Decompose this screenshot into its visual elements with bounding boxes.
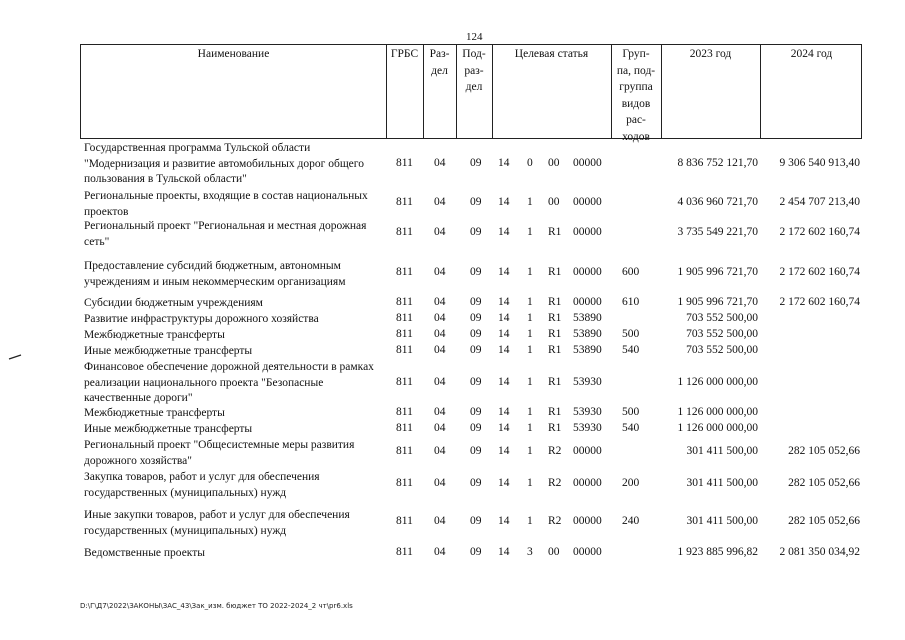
cell-grbs: 811 <box>396 344 413 356</box>
cell-amount-2023: 1 905 996 721,70 <box>677 296 758 308</box>
row-name: Финансовое обеспечение дорожной деятельности в рамках реализации национального проекта "Безопасные качественные дороги" <box>84 361 374 404</box>
cell-grbs: 811 <box>396 376 413 388</box>
row-name: Иные закупки товаров, работ и услуг для обеспечения государственных (муниципальных) нужд <box>84 509 350 537</box>
cell-t1: 14 <box>498 328 510 340</box>
file-path-footer: D:\Г\Д7\2022\ЗАКОНЫ\ЗАС_43\Зак_изм. бюджет ТО 2022-2024_2 чт\pr6.xls <box>80 602 353 610</box>
table-row <box>0 422 905 437</box>
cell-t1: 14 <box>498 157 510 169</box>
cell-t2: 1 <box>527 266 533 278</box>
cell-t3: R2 <box>548 477 562 489</box>
row-name: Ведомственные проекты <box>84 547 205 559</box>
table-row <box>0 189 905 219</box>
cell-t4: 00000 <box>573 226 602 238</box>
cell-t4: 53930 <box>573 406 602 418</box>
header-name: Наименование <box>197 48 270 60</box>
cell-t1: 14 <box>498 406 510 418</box>
row-name: Межбюджетные трансферты <box>84 329 225 341</box>
cell-rz: 04 <box>434 266 446 278</box>
cell-pr: 09 <box>470 312 482 324</box>
cell-t1: 14 <box>498 296 510 308</box>
cell-t4: 00000 <box>573 445 602 457</box>
cell-amount-2023: 703 552 500,00 <box>686 312 758 324</box>
cell-amount-2023: 3 735 549 221,70 <box>677 226 758 238</box>
cell-pr: 09 <box>470 445 482 457</box>
cell-t3: 00 <box>548 546 560 558</box>
page-number: 124 <box>466 31 483 43</box>
cell-t1: 14 <box>498 376 510 388</box>
cell-t3: 00 <box>548 196 560 208</box>
cell-pr: 09 <box>470 344 482 356</box>
cell-t1: 14 <box>498 344 510 356</box>
cell-amount-2024: 2 454 707 213,40 <box>779 196 860 208</box>
cell-grbs: 811 <box>396 546 413 558</box>
cell-grbs: 811 <box>396 445 413 457</box>
cell-pr: 09 <box>470 376 482 388</box>
cell-amount-2024: 2 172 602 160,74 <box>779 296 860 308</box>
cell-t2: 1 <box>527 344 533 356</box>
cell-amount-2024: 282 105 052,66 <box>788 477 860 489</box>
cell-pr: 09 <box>470 266 482 278</box>
cell-t4: 00000 <box>573 196 602 208</box>
cell-t2: 1 <box>527 328 533 340</box>
cell-t2: 1 <box>527 196 533 208</box>
cell-t2: 1 <box>527 515 533 527</box>
row-name: Закупка товаров, работ и услуг для обеспечения государственных (муниципальных) нужд <box>84 471 320 499</box>
cell-t1: 14 <box>498 546 510 558</box>
cell-t3: R1 <box>548 266 562 278</box>
cell-t1: 14 <box>498 196 510 208</box>
cell-t1: 14 <box>498 477 510 489</box>
cell-amount-2024: 2 081 350 034,92 <box>779 546 860 558</box>
cell-t3: R1 <box>548 226 562 238</box>
cell-t1: 14 <box>498 422 510 434</box>
cell-pr: 09 <box>470 477 482 489</box>
cell-amount-2023: 301 411 500,00 <box>686 477 758 489</box>
cell-amount-2024: 2 172 602 160,74 <box>779 266 860 278</box>
cell-amount-2024: 282 105 052,66 <box>788 515 860 527</box>
cell-rz: 04 <box>434 422 446 434</box>
cell-amount-2023: 703 552 500,00 <box>686 328 758 340</box>
cell-t3: R1 <box>548 376 562 388</box>
table-row <box>0 406 905 421</box>
row-name: Субсидии бюджетным учреждениям <box>84 297 263 309</box>
cell-t4: 00000 <box>573 546 602 558</box>
table-row <box>0 296 905 311</box>
table-row <box>0 312 905 327</box>
cell-grp: 600 <box>622 266 640 278</box>
header-year-2024: 2024 год <box>790 48 833 60</box>
header-podrazdel: Под- раз- дел <box>462 48 486 94</box>
header-year-2023: 2023 год <box>689 48 732 60</box>
cell-t3: R1 <box>548 312 562 324</box>
table-row <box>0 344 905 359</box>
row-name: Региональный проект "Региональная и местная дорожная сеть" <box>84 220 367 248</box>
cell-t4: 00000 <box>573 296 602 308</box>
cell-t3: R1 <box>548 344 562 356</box>
cell-grbs: 811 <box>396 196 413 208</box>
cell-amount-2023: 1 923 885 996,82 <box>677 546 758 558</box>
cell-amount-2024: 282 105 052,66 <box>788 445 860 457</box>
cell-t3: R1 <box>548 328 562 340</box>
cell-grp: 240 <box>622 515 640 527</box>
cell-grbs: 811 <box>396 406 413 418</box>
cell-grbs: 811 <box>396 477 413 489</box>
cell-pr: 09 <box>470 515 482 527</box>
cell-t2: 1 <box>527 296 533 308</box>
cell-grbs: 811 <box>396 422 413 434</box>
cell-t2: 1 <box>527 477 533 489</box>
cell-t3: R2 <box>548 515 562 527</box>
cell-t3: R1 <box>548 296 562 308</box>
cell-rz: 04 <box>434 445 446 457</box>
cell-grp: 500 <box>622 328 640 340</box>
cell-rz: 04 <box>434 157 446 169</box>
cell-t3: 00 <box>548 157 560 169</box>
cell-rz: 04 <box>434 376 446 388</box>
table-row <box>0 546 905 561</box>
cell-grp: 500 <box>622 406 640 418</box>
row-name: Межбюджетные трансферты <box>84 407 225 419</box>
row-name: Предоставление субсидий бюджетным, автономным учреждениям и иным некоммерческим организациям <box>84 260 346 288</box>
cell-grbs: 811 <box>396 266 413 278</box>
cell-amount-2023: 1 126 000 000,00 <box>677 406 758 418</box>
cell-t2: 1 <box>527 376 533 388</box>
cell-amount-2023: 1 126 000 000,00 <box>677 376 758 388</box>
cell-grbs: 811 <box>396 312 413 324</box>
cell-pr: 09 <box>470 196 482 208</box>
cell-pr: 09 <box>470 406 482 418</box>
cell-t2: 0 <box>527 157 533 169</box>
header-grbs: ГРБС <box>390 48 419 60</box>
cell-amount-2023: 301 411 500,00 <box>686 515 758 527</box>
cell-amount-2023: 8 836 752 121,70 <box>677 157 758 169</box>
cell-t1: 14 <box>498 515 510 527</box>
cell-t2: 3 <box>527 546 533 558</box>
cell-rz: 04 <box>434 196 446 208</box>
cell-grbs: 811 <box>396 328 413 340</box>
cell-amount-2023: 4 036 960 721,70 <box>677 196 758 208</box>
cell-amount-2023: 1 905 996 721,70 <box>677 266 758 278</box>
cell-grp: 540 <box>622 344 640 356</box>
cell-pr: 09 <box>470 328 482 340</box>
row-name: Региональный проект "Общесистемные меры развития дорожного хозяйства" <box>84 439 355 467</box>
cell-rz: 04 <box>434 515 446 527</box>
cell-amount-2023: 301 411 500,00 <box>686 445 758 457</box>
cell-amount-2024: 9 306 540 913,40 <box>779 157 860 169</box>
table-row <box>0 438 905 468</box>
table-row <box>0 219 905 249</box>
cell-t1: 14 <box>498 445 510 457</box>
cell-t4: 00000 <box>573 515 602 527</box>
cell-t1: 14 <box>498 312 510 324</box>
table-header <box>80 44 862 143</box>
cell-pr: 09 <box>470 296 482 308</box>
row-name: Региональные проекты, входящие в состав национальных проектов <box>84 190 368 218</box>
cell-t4: 00000 <box>573 157 602 169</box>
cell-t2: 1 <box>527 406 533 418</box>
cell-rz: 04 <box>434 328 446 340</box>
table-row <box>0 259 905 289</box>
cell-t1: 14 <box>498 226 510 238</box>
header-expense-group: Груп- па, под- группа видов рас- ходов <box>616 48 656 143</box>
cell-t1: 14 <box>498 266 510 278</box>
cell-rz: 04 <box>434 312 446 324</box>
cell-grp: 610 <box>622 296 640 308</box>
cell-rz: 04 <box>434 546 446 558</box>
cell-grbs: 811 <box>396 226 413 238</box>
table-row <box>0 508 905 538</box>
table-row <box>0 360 905 407</box>
cell-pr: 09 <box>470 226 482 238</box>
cell-rz: 04 <box>434 477 446 489</box>
cell-t4: 53890 <box>573 312 602 324</box>
cell-t2: 1 <box>527 422 533 434</box>
cell-grbs: 811 <box>396 296 413 308</box>
cell-rz: 04 <box>434 296 446 308</box>
cell-amount-2023: 1 126 000 000,00 <box>677 422 758 434</box>
row-name: Развитие инфраструктуры дорожного хозяйства <box>84 313 319 325</box>
row-name: Иные межбюджетные трансферты <box>84 423 253 435</box>
cell-t3: R1 <box>548 406 562 418</box>
margin-mark-icon <box>8 354 22 360</box>
cell-rz: 04 <box>434 344 446 356</box>
cell-t2: 1 <box>527 226 533 238</box>
table-row <box>0 328 905 343</box>
cell-t4: 53890 <box>573 328 602 340</box>
header-target-article: Целевая статья <box>514 48 589 60</box>
cell-t2: 1 <box>527 445 533 457</box>
cell-grbs: 811 <box>396 157 413 169</box>
table-row <box>0 141 905 188</box>
cell-t3: R1 <box>548 422 562 434</box>
row-name: Иные межбюджетные трансферты <box>84 345 253 357</box>
table-row <box>0 470 905 500</box>
row-name: Государственная программа Тульской области "Модернизация и развитие автомобильных дорог общего пользования в Тульской области" <box>84 142 364 185</box>
cell-rz: 04 <box>434 226 446 238</box>
header-razdel: Раз- дел <box>429 48 450 77</box>
cell-t3: R2 <box>548 445 562 457</box>
cell-t4: 00000 <box>573 477 602 489</box>
cell-grp: 200 <box>622 477 640 489</box>
cell-pr: 09 <box>470 422 482 434</box>
cell-t4: 00000 <box>573 266 602 278</box>
cell-pr: 09 <box>470 546 482 558</box>
cell-t2: 1 <box>527 312 533 324</box>
cell-amount-2023: 703 552 500,00 <box>686 344 758 356</box>
cell-grp: 540 <box>622 422 640 434</box>
cell-rz: 04 <box>434 406 446 418</box>
cell-t4: 53890 <box>573 344 602 356</box>
cell-grbs: 811 <box>396 515 413 527</box>
cell-t4: 53930 <box>573 422 602 434</box>
cell-pr: 09 <box>470 157 482 169</box>
cell-t4: 53930 <box>573 376 602 388</box>
cell-amount-2024: 2 172 602 160,74 <box>779 226 860 238</box>
